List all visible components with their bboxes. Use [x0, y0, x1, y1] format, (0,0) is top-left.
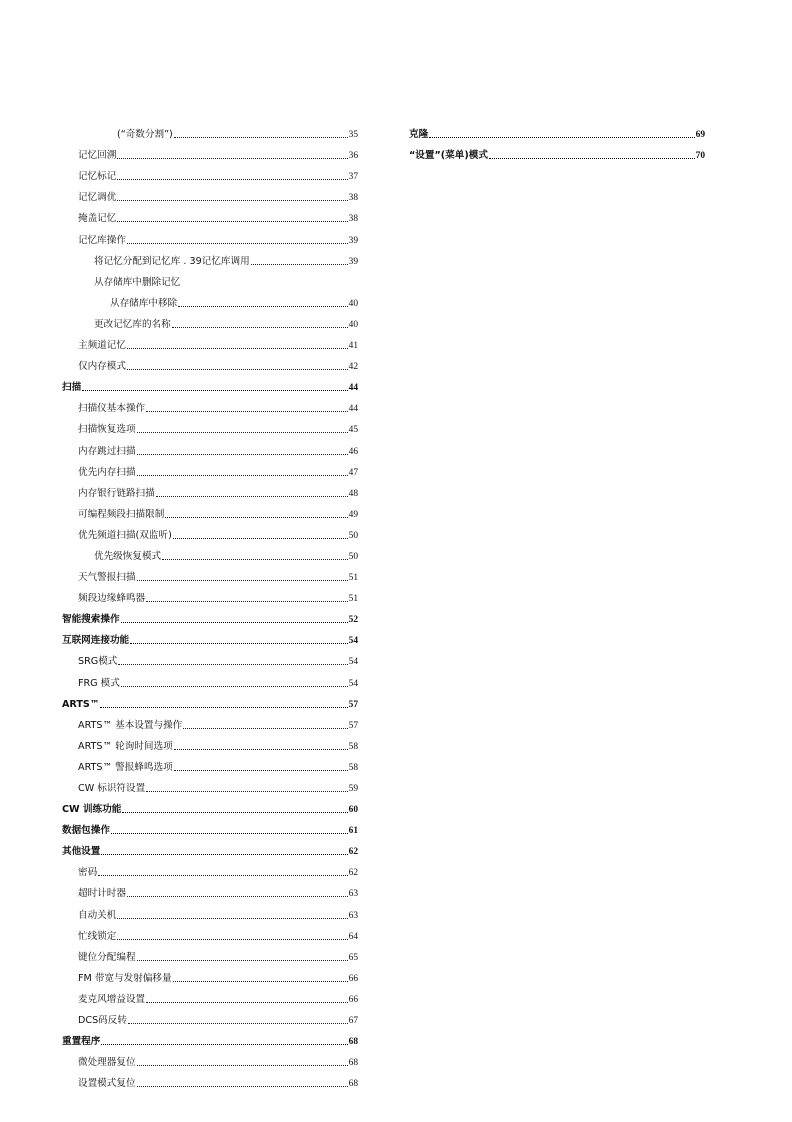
- toc-entry-page-number: 50: [348, 551, 358, 562]
- toc-entry-page-number: 65: [348, 952, 358, 963]
- toc-entry[interactable]: [62, 225, 358, 246]
- toc-entry-label: 优先级恢复模式: [94, 550, 162, 562]
- toc-entry-label: CW 标识符设置: [78, 783, 146, 794]
- toc-entry[interactable]: [62, 900, 358, 921]
- toc-dot-leader: [489, 158, 695, 159]
- toc-entry-page-number: 39: [348, 235, 358, 246]
- toc-entry-page-number: 52: [348, 615, 358, 626]
- toc-entry-label: 内存银行链路扫描: [78, 487, 155, 499]
- toc-entry-label: 将记忆分配到记忆库 . 39记忆库调用: [94, 255, 250, 267]
- toc-dot-leader: [127, 896, 348, 897]
- toc-entry[interactable]: [62, 415, 358, 436]
- toc-dot-leader: [127, 348, 348, 349]
- toc-dot-leader: [174, 770, 348, 771]
- toc-entry-label: 优先内存扫描: [78, 466, 136, 478]
- toc-entry-label: 扫描仪基本操作: [78, 403, 146, 415]
- toc-dot-leader: [128, 1023, 348, 1024]
- toc-entry[interactable]: [62, 458, 358, 479]
- toc-entry-label: ARTS™ 警报蜂鸣选项: [78, 761, 173, 773]
- toc-entry[interactable]: [62, 753, 358, 774]
- toc-dot-leader: [101, 1044, 347, 1045]
- toc-dot-leader: [156, 496, 348, 497]
- toc-entry[interactable]: [62, 352, 358, 373]
- toc-section-entry[interactable]: [62, 837, 358, 858]
- toc-entry-label: 频段边缘蜂鸣器: [78, 593, 146, 605]
- toc-entry-page-number: 68: [348, 1058, 358, 1069]
- toc-entry-page-number: 60: [348, 805, 358, 816]
- toc-dot-leader: [137, 960, 348, 961]
- toc-dot-leader: [98, 875, 347, 876]
- toc-entry-label: 忙线锁定: [78, 930, 117, 942]
- toc-dot-leader: [172, 327, 348, 328]
- toc-entry-page-number: 39: [348, 256, 358, 267]
- toc-entry-page-number: 66: [348, 973, 358, 984]
- toc-entry-label: 优先频道扫描(双监听): [78, 529, 172, 541]
- toc-dot-leader: [137, 475, 348, 476]
- toc-dot-leader: [162, 559, 347, 560]
- toc-entry-page-number: 57: [348, 699, 358, 710]
- toc-section-entry[interactable]: [409, 120, 705, 141]
- toc-entry-page-number: 45: [348, 425, 358, 436]
- toc-entry-label: 记忆标记: [78, 171, 117, 183]
- toc-entry-page-number: 46: [348, 446, 358, 457]
- toc-entry[interactable]: [62, 289, 358, 310]
- toc-entry-page-number: 42: [348, 362, 358, 373]
- toc-dot-leader: [127, 243, 348, 244]
- toc-entry-label: ARTS™: [62, 698, 100, 710]
- toc-entry-page-number: 68: [348, 1037, 358, 1048]
- toc-entry-label: 记忆调优: [78, 192, 117, 204]
- toc-entry-label: 内存跳过扫描: [78, 445, 136, 457]
- toc-entry[interactable]: [62, 732, 358, 753]
- toc-dot-leader: [146, 1002, 347, 1003]
- toc-entry[interactable]: [62, 204, 358, 225]
- toc-entry-page-number: 36: [348, 151, 358, 162]
- toc-section-entry[interactable]: [62, 795, 358, 816]
- toc-entry-page-number: 40: [348, 298, 358, 309]
- toc-entry-page-number: 62: [348, 868, 358, 879]
- toc-entry[interactable]: [62, 394, 358, 415]
- toc-entry-label: 更改记忆库的名称: [94, 318, 171, 330]
- toc-entry[interactable]: [62, 1006, 358, 1027]
- toc-entry-label: ARTS™ 轮询时间选项: [78, 740, 173, 752]
- toc-entry[interactable]: [62, 183, 358, 204]
- toc-dot-leader: [121, 686, 348, 687]
- toc-entry-page-number: 69: [695, 130, 705, 141]
- toc-entry-label: CW 训练功能: [62, 804, 122, 816]
- toc-entry-page-number: 63: [348, 889, 358, 900]
- toc-entry-page-number: 67: [348, 1016, 358, 1027]
- toc-dot-leader: [183, 728, 347, 729]
- toc-dot-leader: [146, 601, 347, 602]
- toc-entry[interactable]: [62, 247, 358, 268]
- toc-entry-page-number: 64: [348, 931, 358, 942]
- toc-entry-page-number: 38: [348, 214, 358, 225]
- toc-entry-page-number: 47: [348, 467, 358, 478]
- toc-entry[interactable]: [62, 964, 358, 985]
- toc-dot-leader: [146, 791, 347, 792]
- toc-entry-label: 天气警报扫描: [78, 572, 136, 584]
- toc-entry[interactable]: [62, 1069, 358, 1090]
- toc-entry[interactable]: [62, 521, 358, 542]
- toc-entry-page-number: 54: [348, 678, 358, 689]
- toc-entry-label: 数据包操作: [62, 825, 110, 837]
- toc-entry-page-number: 58: [348, 762, 358, 773]
- toc-entry[interactable]: [62, 943, 358, 964]
- toc-dot-leader: [122, 812, 347, 813]
- toc-entry-page-number: 58: [348, 741, 358, 752]
- toc-entry-page-number: 51: [348, 573, 358, 584]
- toc-entry-page-number: 48: [348, 488, 358, 499]
- toc-dot-leader: [127, 369, 348, 370]
- toc-entry[interactable]: [62, 668, 358, 689]
- toc-dot-leader: [174, 749, 348, 750]
- toc-entry-page-number: 38: [348, 193, 358, 204]
- toc-dot-leader: [101, 854, 347, 855]
- toc-entry-page-number: 61: [348, 826, 358, 837]
- toc-dot-leader: [117, 200, 347, 201]
- toc-entry-label: 超时计时器: [78, 888, 126, 900]
- toc-entry-page-number: 59: [348, 784, 358, 794]
- toc-entry-label: 键位分配编程: [78, 951, 136, 963]
- toc-entry-page-number: 62: [348, 847, 358, 858]
- toc-section-entry[interactable]: [62, 626, 358, 647]
- toc-entry[interactable]: [62, 647, 358, 668]
- toc-entry-page-number: 44: [348, 383, 358, 394]
- toc-dot-leader: [146, 411, 347, 412]
- toc-entry-label: 智能搜索操作: [62, 614, 120, 626]
- toc-entry[interactable]: [62, 120, 358, 141]
- toc-entry-label: 密码: [78, 867, 98, 879]
- toc-entry-page-number: 63: [348, 910, 358, 921]
- toc-entry[interactable]: [62, 774, 358, 795]
- toc-entry-label: 掩盖记忆: [78, 213, 117, 225]
- toc-dot-leader: [174, 137, 348, 138]
- toc-entry-page-number: 49: [348, 509, 358, 520]
- toc-entry-page-number: 68: [348, 1079, 358, 1090]
- toc-entry-label: 主频道记忆: [78, 340, 126, 352]
- toc-dot-leader: [137, 1086, 348, 1087]
- toc-entry[interactable]: [62, 331, 358, 352]
- toc-section-entry[interactable]: [62, 605, 358, 626]
- toc-entry-label: 可编程频段扫描限制: [78, 508, 165, 520]
- toc-dot-leader: [137, 454, 348, 455]
- toc-dot-leader: [117, 939, 347, 940]
- toc-section-entry[interactable]: [409, 141, 705, 162]
- toc-entry-label: 从存储库中删除记忆: [94, 276, 181, 288]
- toc-entry-page-number: 54: [348, 636, 358, 647]
- toc-entry-page-number: 70: [695, 151, 705, 162]
- toc-dot-leader: [429, 137, 694, 138]
- toc-entry[interactable]: [62, 922, 358, 943]
- toc-entry-page-number: 54: [348, 657, 358, 668]
- toc-entry-label: 重置程序: [62, 1036, 101, 1048]
- toc-section-entry[interactable]: [62, 690, 358, 711]
- toc-entry[interactable]: [62, 162, 358, 183]
- toc-entry-label: 自动关机: [78, 909, 117, 921]
- toc-dot-leader: [117, 158, 347, 159]
- toc-column-left: [62, 120, 358, 1090]
- toc-dot-leader: [173, 538, 348, 539]
- toc-entry-label: 记忆回溯: [78, 150, 117, 162]
- toc-section-entry[interactable]: [62, 816, 358, 837]
- toc-section-entry[interactable]: [62, 373, 358, 394]
- toc-entry[interactable]: [62, 141, 358, 162]
- toc-entry-label: “设置”(菜单)模式: [409, 150, 488, 162]
- toc-entry-label: 仅内存模式: [78, 361, 126, 373]
- toc-entry-label: 其他设置: [62, 846, 101, 858]
- toc-dot-leader: [121, 622, 348, 623]
- toc-dot-leader: [137, 432, 348, 433]
- toc-section-entry[interactable]: [62, 1027, 358, 1048]
- toc-entry[interactable]: [62, 310, 358, 331]
- toc-entry-page-number: 37: [348, 172, 358, 183]
- toc-dot-leader: [117, 221, 347, 222]
- toc-entry[interactable]: [62, 879, 358, 900]
- toc-entry-page-number: 66: [348, 994, 358, 1005]
- toc-entry[interactable]: [62, 268, 358, 289]
- toc-entry-label: 微处理器复位: [78, 1057, 136, 1069]
- toc-column-right: [409, 120, 705, 162]
- toc-dot-leader: [82, 390, 347, 391]
- toc-entry-label: ARTS™ 基本设置与操作: [78, 719, 183, 731]
- toc-entry[interactable]: [62, 1048, 358, 1069]
- toc-entry-label: 扫描: [62, 382, 82, 394]
- toc-entry[interactable]: [62, 563, 358, 584]
- toc-entry[interactable]: [62, 436, 358, 457]
- toc-dot-leader: [130, 643, 347, 644]
- toc-entry-page-number: 40: [348, 319, 358, 330]
- toc-entry-page-number: 50: [348, 530, 358, 541]
- toc-entry-label: (“奇数分割”): [117, 129, 173, 141]
- toc-entry-page-number: 35: [348, 130, 358, 141]
- toc-entry[interactable]: [62, 542, 358, 563]
- toc-entry[interactable]: [62, 479, 358, 500]
- toc-entry-label: SRG模式: [78, 656, 118, 668]
- toc-dot-leader: [100, 707, 347, 708]
- toc-entry-page-number: 51: [348, 594, 358, 605]
- toc-entry-label: 麦克风增益设置: [78, 993, 146, 1005]
- toc-entry-label: 克隆: [409, 129, 429, 141]
- toc-entry-page-number: 57: [348, 720, 358, 731]
- toc-entry-label: 互联网连接功能: [62, 635, 130, 647]
- toc-entry-label: 从存储库中移除: [110, 297, 178, 309]
- toc-dot-leader: [178, 306, 347, 307]
- toc-entry-label: DCS码反转: [78, 1015, 127, 1027]
- toc-entry-page-number: 44: [348, 404, 358, 415]
- toc-dot-leader: [111, 833, 348, 834]
- toc-dot-leader: [173, 981, 348, 982]
- toc-dot-leader: [117, 179, 347, 180]
- toc-dot-leader: [137, 580, 348, 581]
- toc-entry-label: FRG 模式: [78, 677, 120, 689]
- toc-dot-leader: [137, 1065, 348, 1066]
- toc-dot-leader: [251, 264, 348, 265]
- toc-dot-leader: [165, 517, 347, 518]
- toc-dot-leader: [118, 664, 347, 665]
- toc-entry-label: 记忆库操作: [78, 234, 126, 246]
- toc-dot-leader: [117, 918, 347, 919]
- toc-entry-label: FM 带宽与发射偏移量: [78, 972, 172, 984]
- toc-entry[interactable]: [62, 584, 358, 605]
- toc-entry-label: 设置模式复位: [78, 1078, 136, 1090]
- toc-entry-page-number: 41: [348, 341, 358, 352]
- toc-entry[interactable]: [62, 711, 358, 732]
- toc-entry[interactable]: [62, 858, 358, 879]
- toc-entry[interactable]: [62, 985, 358, 1006]
- toc-entry-label: 扫描恢复选项: [78, 424, 136, 436]
- toc-entry[interactable]: [62, 500, 358, 521]
